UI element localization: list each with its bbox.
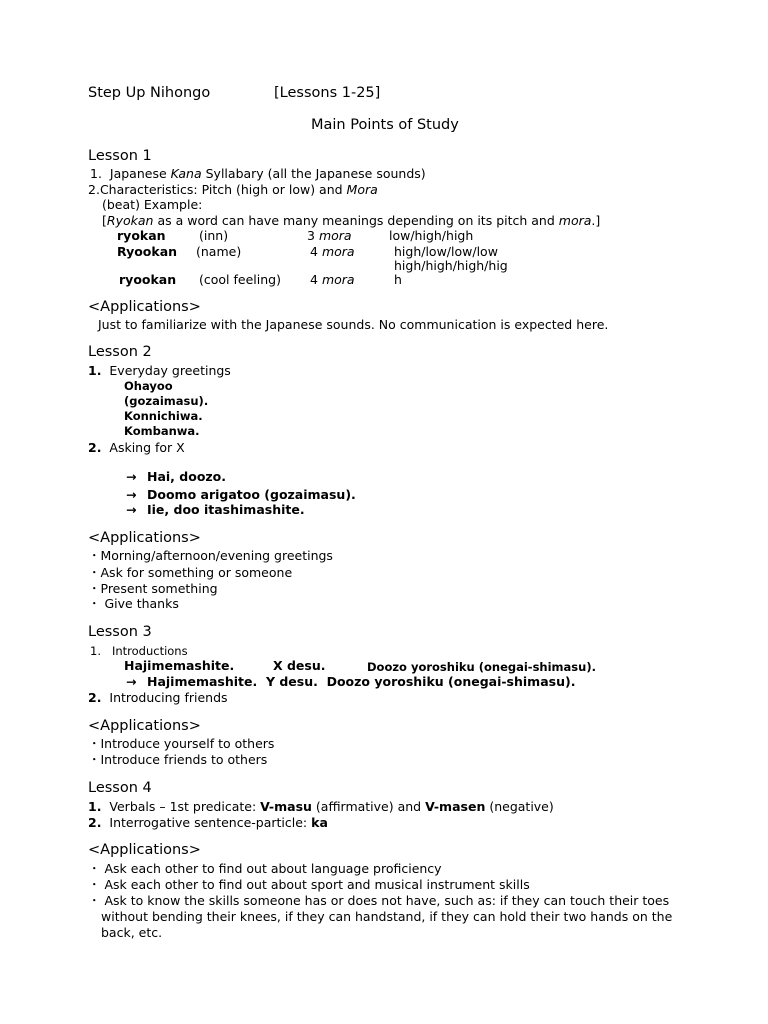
pitch-cell-cont: h xyxy=(394,272,402,287)
word-cell: ryookan xyxy=(119,272,177,287)
note-bracket: [ xyxy=(102,213,107,228)
item-number: 1. xyxy=(88,363,102,378)
mora-cell xyxy=(310,272,355,288)
item-text: Everyday greetings xyxy=(109,363,231,378)
meaning-cell: (cool feeling) xyxy=(199,272,281,287)
item-text: Characteristics: Pitch (high or low) and xyxy=(99,182,343,197)
lesson1-item2-cont: (beat) Example: xyxy=(102,197,203,212)
application-item: ・Introduce friends to others xyxy=(88,752,268,767)
item-number: 2. xyxy=(88,440,102,455)
mora-cell xyxy=(310,244,355,260)
arrow-icon: → xyxy=(126,487,137,502)
meaning-cell: (inn) xyxy=(199,228,229,243)
response: Iie, doo itashimashite. xyxy=(147,502,305,517)
applications-heading: <Applications> xyxy=(88,530,201,546)
item-number: 2. xyxy=(88,815,102,830)
lesson3-item1 xyxy=(90,643,188,659)
verb-form: V-masu xyxy=(260,799,312,814)
lesson2-item1 xyxy=(88,363,231,379)
mora-cell xyxy=(307,228,352,244)
item-number: 1. xyxy=(90,166,102,181)
application-item: ・Ask for something or someone xyxy=(88,565,293,580)
greeting: (gozaimasu). xyxy=(124,394,209,408)
intro-phrase: Doozo yoroshiku (onegai-shimasu). xyxy=(367,660,596,674)
meaning-cell: (name) xyxy=(196,244,242,259)
mora-label: mora xyxy=(318,228,352,243)
item-text: (negative) xyxy=(489,799,554,814)
lesson2-heading: Lesson 2 xyxy=(88,344,152,360)
course-title: Step Up Nihongo xyxy=(88,85,211,101)
item-number: 2. xyxy=(88,690,102,705)
application-item-cont: without bending their knees, if they can handstand, if they can hold their two hands on the xyxy=(101,909,673,924)
application-item: ・Introduce yourself to others xyxy=(88,736,275,751)
item-text: (affirmative) and xyxy=(315,799,422,814)
arrow-icon: → xyxy=(126,674,137,689)
application-item-cont: back, etc. xyxy=(101,925,163,940)
intro-phrase: Hajimemashite. xyxy=(124,658,235,673)
page-title: Main Points of Study xyxy=(311,117,459,133)
mora-label: mora xyxy=(321,244,355,259)
pitch-cell: high/low/low/low xyxy=(394,244,498,259)
pitch-cell: high/high/high/hig xyxy=(394,258,508,273)
application-item: ・Morning/afternoon/evening greetings xyxy=(88,548,333,563)
item-text: Interrogative sentence-particle: xyxy=(109,815,308,830)
mora-count: 4 xyxy=(310,244,318,259)
word-cell: Ryookan xyxy=(117,244,178,259)
arrow-icon: → xyxy=(126,469,137,484)
arrow-icon: → xyxy=(126,502,137,517)
response: Doomo arigatoo (gozaimasu). xyxy=(147,487,356,502)
item-text: Asking for X xyxy=(109,440,185,455)
note-term: Ryokan xyxy=(106,213,154,228)
lesson4-item1 xyxy=(88,799,554,815)
mora-term: Mora xyxy=(346,182,378,197)
item-number: 1. xyxy=(90,644,101,658)
lesson1-item1 xyxy=(90,166,426,182)
applications-heading: <Applications> xyxy=(88,842,201,858)
applications-text: Just to familiarize with the Japanese sounds. No communication is expected here. xyxy=(98,317,609,332)
application-item: ・ Ask each other to find out about sport and musical instrument skills xyxy=(88,877,530,892)
particle: ka xyxy=(311,815,328,830)
intro-reply: Hajimemashite. Y desu. Doozo yoroshiku (onegai-shimasu). xyxy=(147,674,576,689)
response: Hai, doozo. xyxy=(147,469,227,484)
lesson3-heading: Lesson 3 xyxy=(88,624,152,640)
application-item: ・ Give thanks xyxy=(88,596,179,611)
word-cell: ryokan xyxy=(117,228,166,243)
lessons-range: [Lessons 1-25] xyxy=(274,85,381,101)
lesson4-item2 xyxy=(88,815,328,831)
intro-phrase: X desu. xyxy=(273,658,326,673)
lesson4-heading: Lesson 4 xyxy=(88,780,152,796)
lesson1-heading: Lesson 1 xyxy=(88,148,152,164)
applications-heading: <Applications> xyxy=(88,718,201,734)
lesson3-item2 xyxy=(88,690,228,706)
note-bracket: .] xyxy=(591,213,601,228)
lesson1-item2 xyxy=(88,182,378,198)
kana-term: Kana xyxy=(170,166,202,181)
application-item: ・ Ask to know the skills someone has or does not have, such as: if they can touch their toes xyxy=(88,893,670,908)
lesson1-note xyxy=(102,213,600,229)
greeting: Kombanwa. xyxy=(124,424,200,438)
greeting: Ohayoo xyxy=(124,379,173,393)
verb-form: V-masen xyxy=(425,799,486,814)
item-text: Introducing friends xyxy=(109,690,228,705)
item-text: Introductions xyxy=(111,644,188,658)
application-item: ・ Ask each other to find out about language proficiency xyxy=(88,861,442,876)
lesson2-item2 xyxy=(88,440,185,456)
applications-heading: <Applications> xyxy=(88,299,201,315)
item-text: Verbals – 1st predicate: xyxy=(109,799,257,814)
item-number: 1. xyxy=(88,799,102,814)
application-item: ・Present something xyxy=(88,581,218,596)
note-term: mora xyxy=(558,213,592,228)
item-text: Syllabary (all the Japanese sounds) xyxy=(205,166,426,181)
item-text: Japanese xyxy=(109,166,167,181)
mora-count: 3 xyxy=(307,228,315,243)
mora-count: 4 xyxy=(310,272,318,287)
item-number: 2. xyxy=(88,182,100,197)
pitch-cell: low/high/high xyxy=(389,228,474,243)
mora-label: mora xyxy=(321,272,355,287)
note-text: as a word can have many meanings depending on its pitch and xyxy=(157,213,555,228)
greeting: Konnichiwa. xyxy=(124,409,203,423)
